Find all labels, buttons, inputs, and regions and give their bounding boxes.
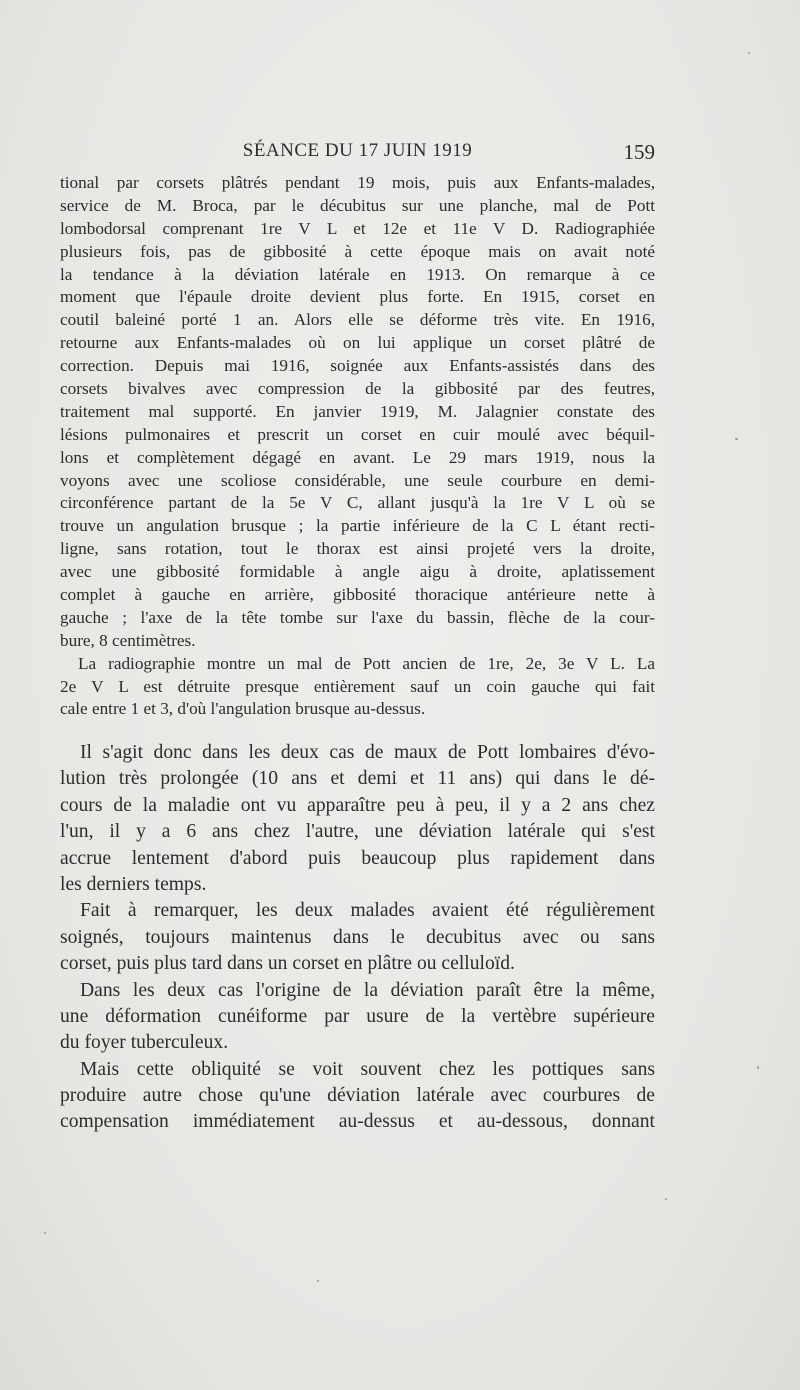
- scan-speck: [757, 1066, 759, 1069]
- case-report-line: voyons avec une scoliose considérable, une seule courbure en demi-: [60, 470, 655, 490]
- discussion-text: [60, 740, 655, 1136]
- case-report-line: corsets bivalves avec compression de la gibbosité par des feutres,: [60, 379, 655, 399]
- case-report-line: lésions pulmonaires et prescrit un corset en cuir moulé avec béquil-: [60, 424, 655, 444]
- scan-speck: [317, 1280, 319, 1282]
- discussion-line: Dans les deux cas l'origine de la déviation paraît être la même,: [80, 979, 655, 1001]
- case-report-line: service de M. Broca, par le décubitus sur une planche, mal de Pott: [60, 195, 655, 215]
- discussion-line: lution très prolongée (10 ans et demi et 11 ans) qui dans le dé-: [60, 768, 655, 790]
- case-report-line: moment que l'épaule droite devient plus forte. En 1915, corset en: [60, 287, 655, 307]
- case-report-line: tional par corsets plâtrés pendant 19 mois, puis aux Enfants-malades,: [60, 173, 655, 192]
- case-report-line: ligne, sans rotation, tout le thorax est ainsi projeté vers la droite,: [60, 539, 655, 559]
- case-report-line: cale entre 1 et 3, d'où l'angulation brusque au-dessus.: [60, 699, 426, 719]
- discussion-line: Il s'agit donc dans les deux cas de maux de Pott lombaires d'évo-: [80, 742, 655, 763]
- discussion-line: produire autre chose qu'une déviation latérale avec courbures de: [60, 1085, 655, 1107]
- case-report-line: coutil baleiné porté 1 an. Alors elle se déforme très vite. En 1916,: [60, 310, 655, 330]
- case-report-line: gauche ; l'axe de la tête tombe sur l'axe du bassin, flèche de la cour-: [60, 607, 655, 627]
- discussion-line: soignés, toujours maintenus dans le decubitus avec ou sans: [60, 926, 655, 948]
- case-report-line: lons et complètement dégagé en avant. Le 29 mars 1919, nous la: [60, 447, 655, 467]
- discussion-line: une déformation cunéiforme par usure de la vertèbre supérieure: [60, 1005, 655, 1027]
- case-report-text: [60, 172, 655, 721]
- case-report-line: circonférence partant de la 5e V C, allant jusqu'à la 1re V L où se: [60, 493, 655, 513]
- case-report-line: 2e V L est détruite presque entièrement sauf un coin gauche qui fait: [60, 676, 655, 696]
- scan-speck: [44, 1232, 46, 1234]
- case-report-line: bure, 8 centimètres.: [60, 630, 196, 650]
- discussion-line: du foyer tuberculeux.: [60, 1032, 229, 1054]
- discussion-line: compensation immédiatement au-dessus et au-dessous, donnant: [60, 1111, 655, 1133]
- discussion-line: Fait à remarquer, les deux malades avaient été régulièrement: [80, 900, 655, 922]
- case-report-line: avec une gibbosité formidable à angle aigu à droite, aplatissement: [60, 562, 655, 582]
- discussion-line: accrue lentement d'abord puis beaucoup plus rapidement dans: [60, 847, 655, 869]
- case-report-line: la tendance à la déviation latérale en 1913. On remarque à ce: [60, 264, 655, 284]
- discussion-line: les derniers temps.: [60, 873, 207, 895]
- case-report-line: La radiographie montre un mal de Pott ancien de 1re, 2e, 3e V L. La: [78, 653, 655, 673]
- case-report-line: plusieurs fois, pas de gibbosité à cette époque mais on avait noté: [60, 241, 655, 261]
- scan-speck: [748, 52, 750, 54]
- case-report-line: lombodorsal comprenant 1re V L et 12e et 11e V D. Radiographiée: [60, 218, 655, 238]
- scan-speck: [665, 1198, 667, 1200]
- case-report-line: trouve un angulation brusque ; la partie inférieure de la C L étant recti-: [60, 516, 655, 536]
- case-report-line: complet à gauche en arrière, gibbosité thoracique antérieure nette à: [60, 585, 655, 605]
- running-title: SÉANCE DU 17 JUIN 1919: [242, 140, 473, 161]
- discussion-line: corset, puis plus tard dans un corset en plâtre ou celluloïd.: [60, 953, 515, 975]
- case-report-line: retourne aux Enfants-malades où on lui applique un corset plâtré de: [60, 333, 655, 353]
- scan-speck: [735, 438, 738, 440]
- case-report-line: traitement mal supporté. En janvier 1919, M. Jalagnier constate des: [60, 401, 655, 421]
- page-number: 159: [623, 140, 655, 164]
- case-report-line: correction. Depuis mai 1916, soignée aux Enfants-assistés dans des: [60, 356, 655, 376]
- discussion-line: cours de la maladie ont vu apparaître peu à peu, il y a 2 ans chez: [60, 794, 655, 816]
- discussion-line: Mais cette obliquité se voit souvent chez les pottiques sans: [80, 1058, 655, 1080]
- running-head: [60, 140, 655, 166]
- discussion-line: l'un, il y a 6 ans chez l'autre, une déviation latérale qui s'est: [60, 821, 655, 843]
